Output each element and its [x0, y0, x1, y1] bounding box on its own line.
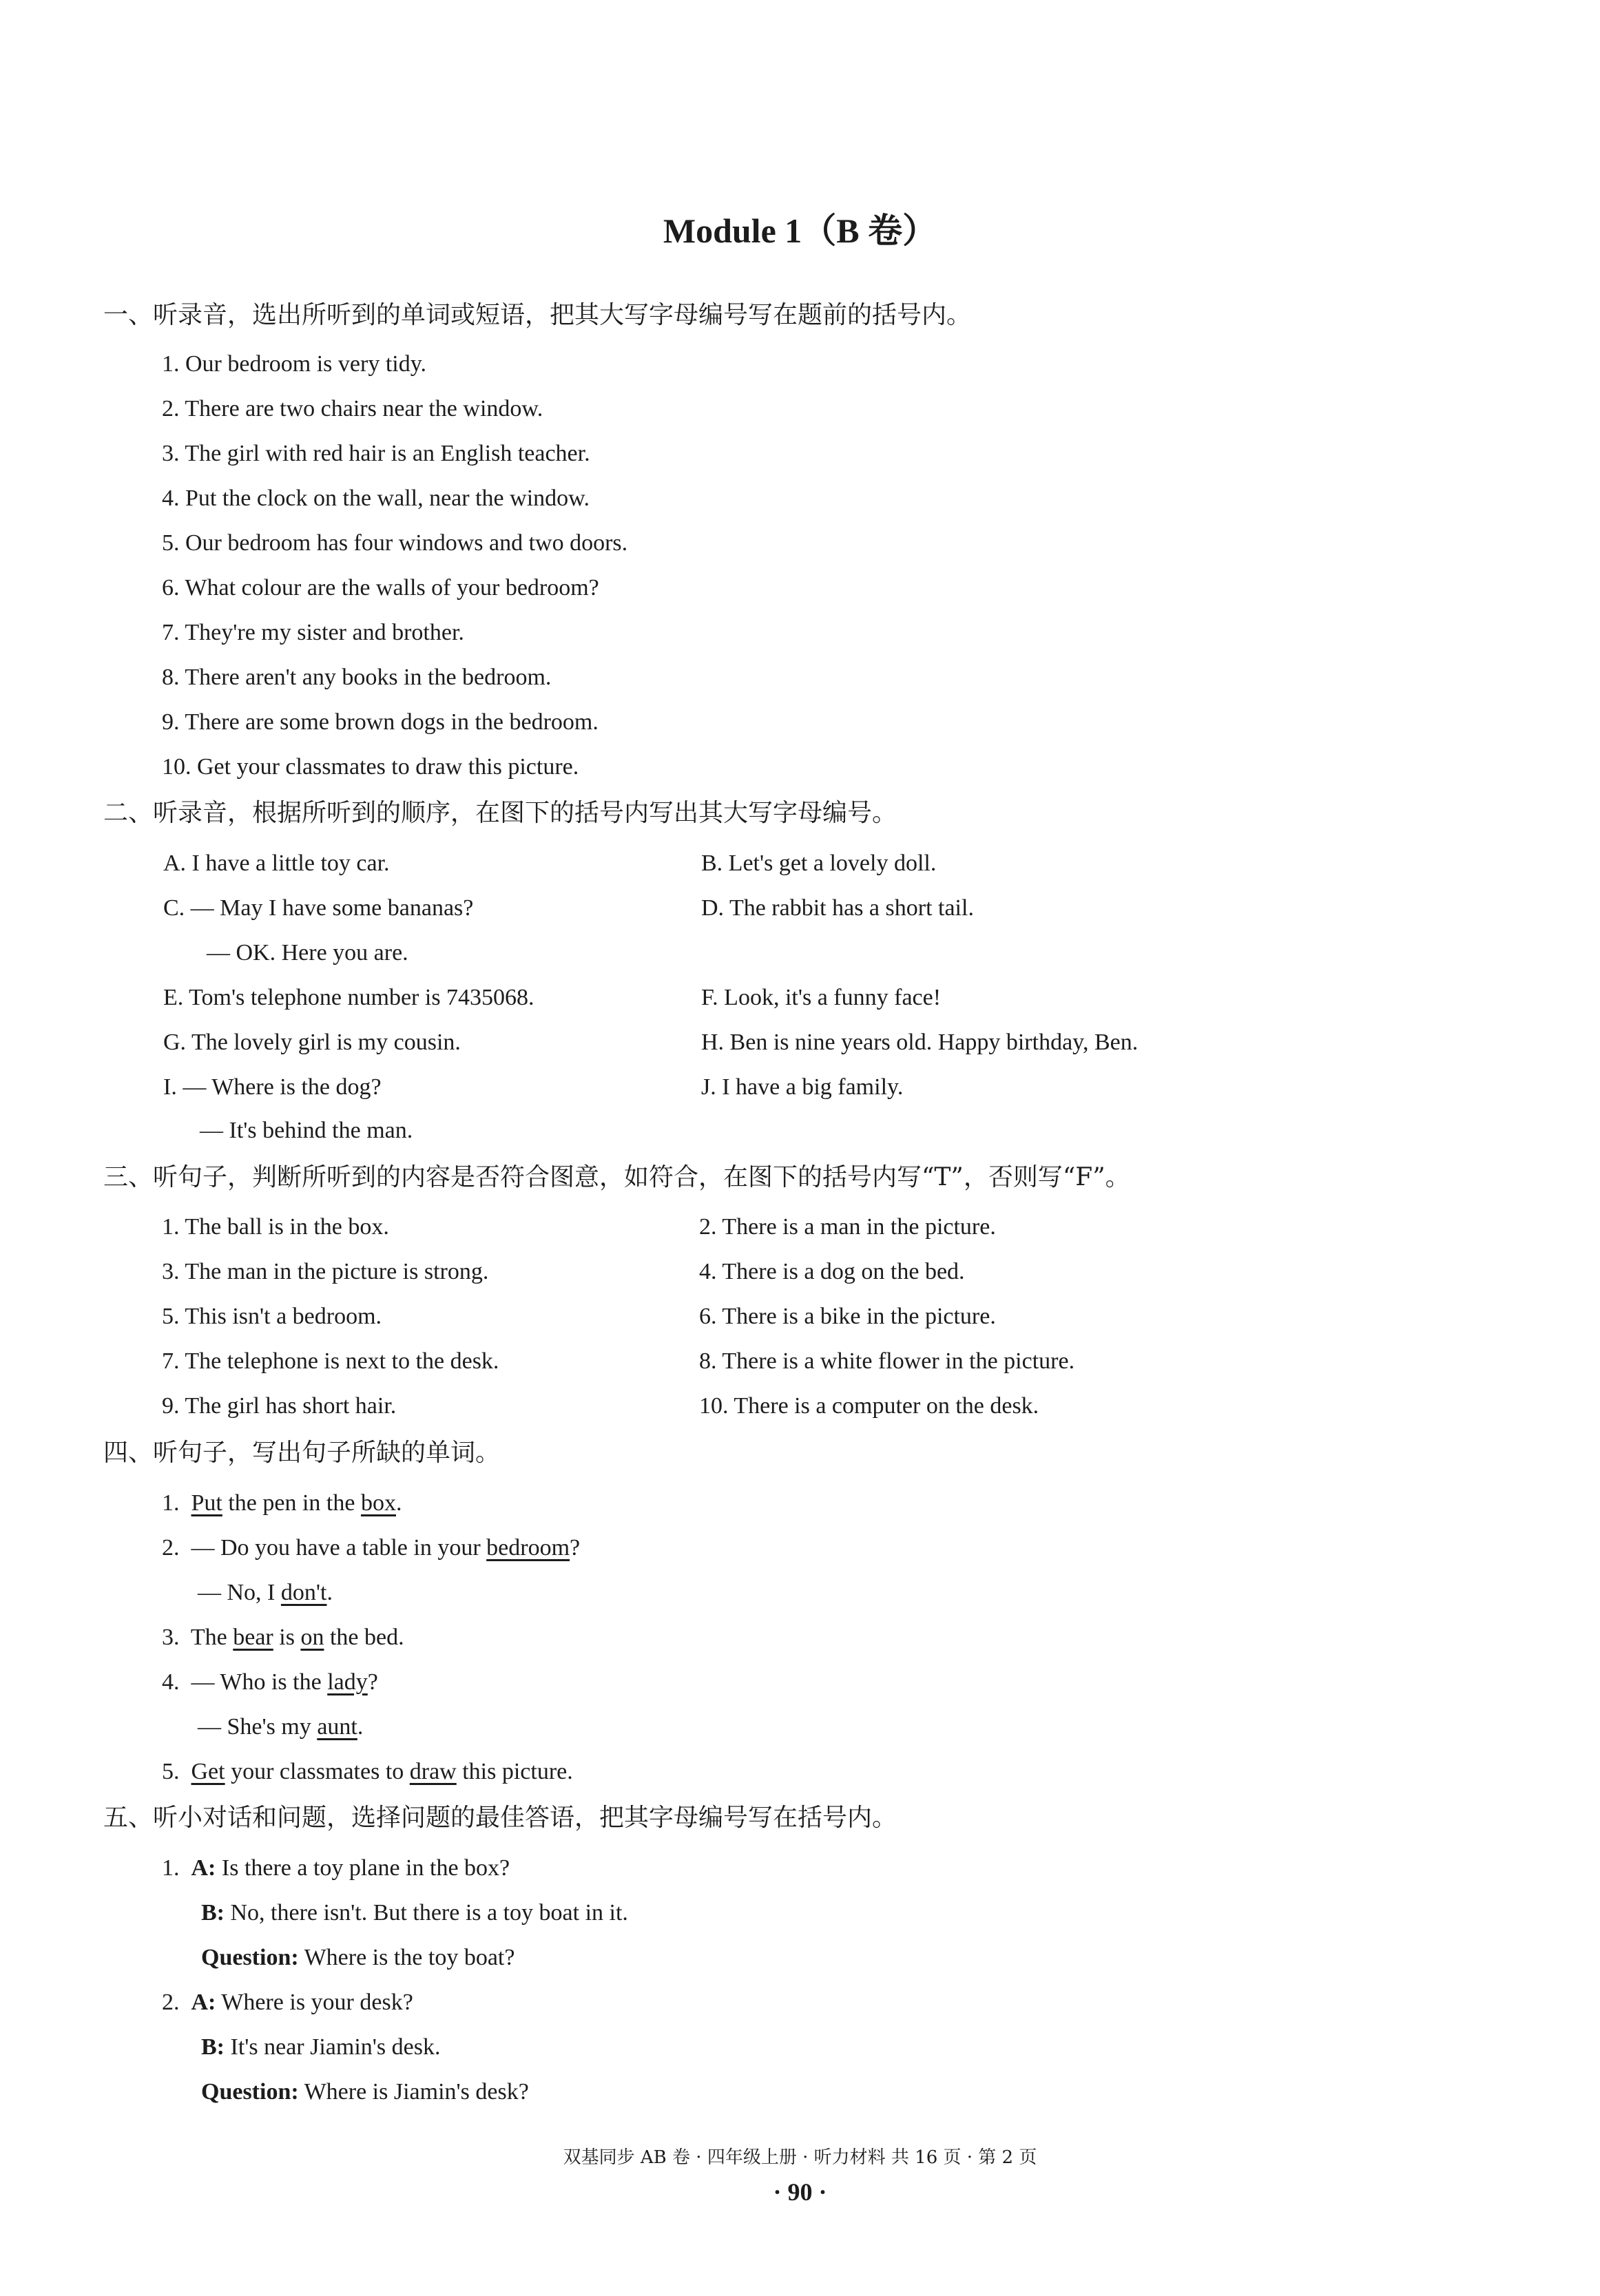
item-number: 4. — [162, 1669, 180, 1695]
s4-item-1 — [162, 1490, 402, 1517]
s5-q1-line-b — [201, 1899, 628, 1927]
dialogue-text: Where is your desk? — [221, 1990, 413, 2015]
answer-word: lady — [327, 1669, 368, 1695]
sentence-text: The — [190, 1625, 227, 1650]
question-label: Question: — [201, 1945, 299, 1970]
sentence-text: . — [357, 1714, 364, 1740]
sentence-text: — She's my — [198, 1714, 311, 1740]
item-number: 1. — [162, 1490, 180, 1516]
sentence-text: ? — [570, 1535, 581, 1561]
sentence-text: — Do you have a table in your — [191, 1535, 481, 1561]
item-number: 5. — [162, 1759, 180, 1784]
s2-option-i-line1: I. — Where is the dog? — [163, 1074, 382, 1100]
s1-item-7: 7. They're my sister and brother. — [162, 620, 464, 645]
s1-item-2: 2. There are two chairs near the window. — [162, 396, 543, 421]
answer-word: box — [360, 1490, 396, 1516]
answer-word: on — [300, 1625, 324, 1650]
sentence-text: this picture. — [462, 1759, 573, 1784]
s4-item-2-line2 — [198, 1579, 333, 1607]
s3-item-9: 9. The girl has short hair. — [162, 1393, 397, 1419]
s2-option-b: B. Let's get a lovely doll. — [701, 850, 937, 876]
s1-item-5: 5. Our bedroom has four windows and two doors. — [162, 530, 628, 556]
s3-item-1: 1. The ball is in the box. — [162, 1214, 389, 1240]
s1-item-4: 4. Put the clock on the wall, near the window. — [162, 486, 590, 511]
s2-option-c-line2: — OK. Here you are. — [207, 940, 408, 966]
answer-word: don't — [280, 1580, 327, 1605]
section-1-heading: 一、听录音，选出所听到的单词或短语，把其大写字母编号写在题前的括号内。 — [103, 301, 972, 329]
sentence-text: . — [326, 1580, 333, 1605]
s4-item-5 — [162, 1758, 573, 1786]
s3-item-2: 2. There is a man in the picture. — [699, 1214, 996, 1240]
s1-item-6: 6. What colour are the walls of your bedroom? — [162, 575, 599, 601]
s3-item-7: 7. The telephone is next to the desk. — [162, 1348, 499, 1374]
s2-option-d: D. The rabbit has a short tail. — [701, 895, 974, 921]
s5-q2-line-b — [201, 2034, 440, 2061]
speaker-label: A: — [191, 1855, 216, 1881]
item-number: 1. — [162, 1855, 180, 1881]
sentence-text: . — [395, 1490, 402, 1516]
answer-word: Get — [191, 1759, 225, 1784]
s3-item-8: 8. There is a white flower in the picture. — [699, 1348, 1075, 1374]
section-2-heading: 二、听录音，根据所听到的顺序，在图下的括号内写出其大写字母编号。 — [103, 799, 897, 827]
s3-item-3: 3. The man in the picture is strong. — [162, 1259, 489, 1284]
dialogue-text: It's near Jiamin's desk. — [230, 2034, 441, 2060]
answer-word: bear — [233, 1625, 273, 1650]
page-number: · 90 · — [773, 2178, 827, 2206]
s2-option-g: G. The lovely girl is my cousin. — [163, 1030, 461, 1055]
page-title: Module 1（B 卷） — [663, 211, 937, 250]
sentence-text: the pen in the — [228, 1490, 355, 1516]
speaker-label: B: — [201, 2034, 225, 2060]
s4-item-3 — [162, 1624, 404, 1651]
s2-option-c-line1: C. — May I have some bananas? — [163, 895, 474, 921]
s1-item-1: 1. Our bedroom is very tidy. — [162, 351, 427, 377]
item-number: 3. — [162, 1625, 180, 1650]
s4-item-2-line1 — [162, 1534, 580, 1562]
s2-option-a: A. I have a little toy car. — [163, 850, 390, 876]
answer-word: aunt — [317, 1714, 357, 1740]
s4-item-4-line1 — [162, 1669, 378, 1696]
s3-item-5: 5. This isn't a bedroom. — [162, 1304, 382, 1329]
question-label: Question: — [201, 2079, 299, 2105]
s5-q1-question — [201, 1944, 515, 1972]
s2-option-h: H. Ben is nine years old. Happy birthday, Ben. — [701, 1030, 1139, 1055]
answer-word: Put — [191, 1490, 222, 1516]
sentence-text: — No, I — [198, 1580, 276, 1605]
s1-item-9: 9. There are some brown dogs in the bedroom. — [162, 709, 599, 735]
s5-q2-line-a — [162, 1989, 413, 2016]
s2-option-i-line2: — It's behind the man. — [200, 1118, 413, 1143]
s3-item-6: 6. There is a bike in the picture. — [699, 1304, 996, 1329]
s2-option-f: F. Look, it's a funny face! — [701, 985, 942, 1010]
s4-item-4-line2 — [198, 1713, 363, 1741]
question-text: Where is the toy boat? — [304, 1945, 515, 1970]
sentence-text: is — [279, 1625, 295, 1650]
sentence-text: the bed. — [329, 1625, 404, 1650]
speaker-label: B: — [201, 1900, 225, 1925]
dialogue-text: Is there a toy plane in the box? — [221, 1855, 510, 1881]
sentence-text: — Who is the — [191, 1669, 322, 1695]
answer-word: draw — [409, 1759, 457, 1784]
dialogue-text: No, there isn't. But there is a toy boat in it. — [230, 1900, 628, 1925]
section-5-heading: 五、听小对话和问题，选择问题的最佳答语，把其字母编号写在括号内。 — [103, 1804, 897, 1832]
sentence-text: your classmates to — [231, 1759, 404, 1784]
section-3-heading: 三、听句子，判断所听到的内容是否符合图意，如符合，在图下的括号内写“T”，否则写“F”。 — [103, 1163, 1130, 1191]
s2-option-e: E. Tom's telephone number is 7435068. — [163, 985, 534, 1010]
item-number: 2. — [162, 1990, 180, 2015]
speaker-label: A: — [191, 1990, 216, 2015]
s1-item-3: 3. The girl with red hair is an English teacher. — [162, 441, 590, 466]
section-4-heading: 四、听句子，写出句子所缺的单词。 — [103, 1439, 501, 1467]
answer-word: bedroom — [486, 1535, 570, 1561]
s1-item-10: 10. Get your classmates to draw this picture. — [162, 754, 579, 780]
s2-option-j: J. I have a big family. — [701, 1074, 904, 1100]
s5-q1-line-a — [162, 1855, 510, 1882]
s3-item-4: 4. There is a dog on the bed. — [699, 1259, 965, 1284]
s3-item-10: 10. There is a computer on the desk. — [699, 1393, 1039, 1419]
page-footer: 双基同步 AB 卷 · 四年级上册 · 听力材料 共 16 页 · 第 2 页 — [563, 2147, 1037, 2168]
s1-item-8: 8. There aren't any books in the bedroom. — [162, 665, 552, 690]
s5-q2-question — [201, 2078, 529, 2106]
sentence-text: ? — [367, 1669, 378, 1695]
question-text: Where is Jiamin's desk? — [304, 2079, 529, 2105]
item-number: 2. — [162, 1535, 180, 1561]
